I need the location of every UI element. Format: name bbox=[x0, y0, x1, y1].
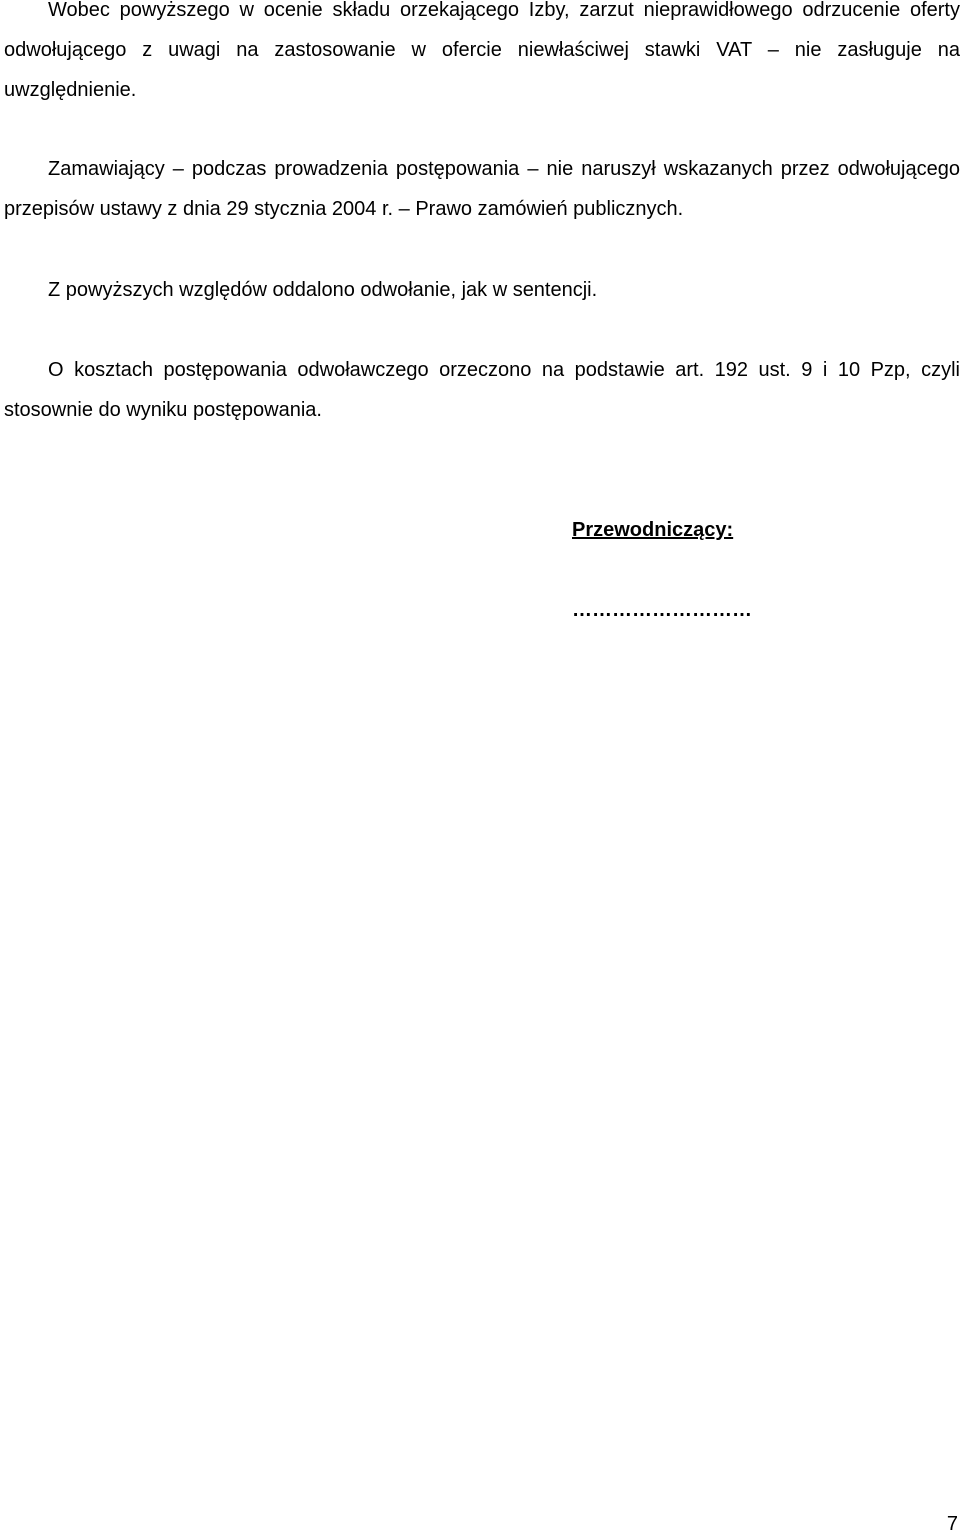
signature-title: Przewodniczący: bbox=[572, 519, 734, 541]
paragraph-vat-conclusion: Wobec powyższego w ocenie składu orzekającego Izby, zarzut nieprawidłowego odrzucenie oferty odwołującego z uwagi na zastosowanie w ofercie niewłaściwej stawki VAT – nie zasługuje na uwzględnienie. bbox=[4, 0, 960, 101]
paragraph-dismissal: Z powyższych względów oddalono odwołanie, jak w sentencji. bbox=[48, 279, 598, 301]
paragraph-costs: O kosztach postępowania odwoławczego orzeczono na podstawie art. 192 ust. 9 i 10 Pzp, czyli stosownie do wyniku postępowania. bbox=[4, 359, 960, 421]
signature-line: ……………………… bbox=[572, 599, 752, 621]
paragraph-no-violation: Zamawiający – podczas prowadzenia postępowania – nie naruszył wskazanych przez odwołującego przepisów ustawy z dnia 29 stycznia 2004 r. – Prawo zamówień publicznych. bbox=[4, 158, 960, 220]
page-number: 7 bbox=[946, 1513, 958, 1535]
